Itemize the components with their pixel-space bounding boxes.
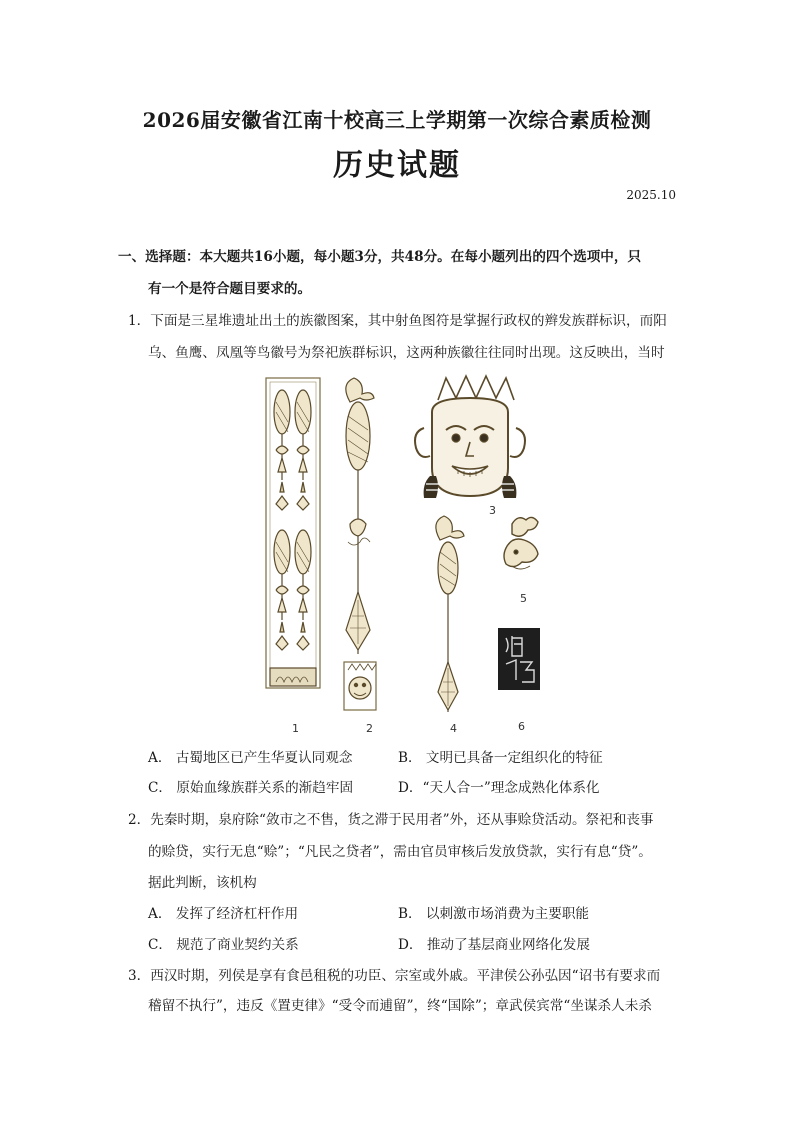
section-heading-line-2: 有一个是符合题目要求的。: [148, 281, 312, 297]
q1-option-d[interactable]: D．“天人合一”理念成熟化体系化: [398, 780, 600, 796]
exam-date: 2025.10: [626, 188, 676, 202]
q1-stem-line-1: 1．下面是三星堆遗址出土的族徽图案，其中射鱼图符是掌握行政权的辫发族群标识，而阳: [128, 313, 667, 329]
q1-option-b[interactable]: B． 文明已具备一定组织化的特征: [398, 750, 603, 766]
q3-stem-line-1: 3．西汉时期，列侯是享有食邑租税的功臣、宗室或外戚。平津侯公孙弘因“诏书有要求而: [128, 968, 661, 984]
section-heading-line-1: 一、选择题：本大题共16小题，每小题3分，共48分。在每小题列出的四个选项中，只: [118, 249, 642, 265]
q2-stem-line-1: 2．先秦时期，泉府除“敛市之不售，货之滞于民用者”外，还从事赊贷活动。祭祀和丧事: [128, 812, 654, 828]
emblem-1-column: [266, 378, 320, 688]
emblem-4-arrow: [436, 516, 464, 712]
figure-label-6: 6: [518, 720, 525, 733]
q2-option-b[interactable]: B． 以刺激市场消费为主要职能: [398, 906, 590, 922]
q2-option-c[interactable]: C． 规范了商业契约关系: [148, 937, 299, 953]
q2-stem-line-2: 的赊贷，实行无息“赊”；“凡民之贷者”，需由官员审核后发放贷款，实行有息“贷”。: [148, 844, 652, 860]
q1-option-c[interactable]: C． 原始血缘族群关系的渐趋牢固: [148, 780, 354, 796]
emblem-6-seal: [498, 628, 540, 690]
figure-label-4: 4: [450, 722, 457, 735]
figure-label-5: 5: [520, 592, 527, 605]
subject-title: 历史试题: [333, 148, 461, 183]
emblem-figure: [262, 372, 552, 738]
figure-label-1: 1: [292, 722, 299, 735]
q1-stem-line-2: 乌、鱼鹰、凤凰等鸟徽号为祭祀族群标识，这两种族徽往往同时出现。这反映出，当时: [148, 345, 665, 361]
q2-option-a[interactable]: A． 发挥了经济杠杆作用: [148, 906, 299, 922]
emblem-5-bird: [504, 517, 538, 569]
emblem-3-mask: [415, 376, 525, 498]
emblem-2-arrow: [344, 378, 376, 710]
figure-label-3: 3: [489, 504, 496, 517]
exam-title: 2026届安徽省江南十校高三上学期第一次综合素质检测: [142, 108, 652, 132]
q2-option-d[interactable]: D． 推动了基层商业网络化发展: [398, 937, 590, 953]
q1-option-a[interactable]: A． 古蜀地区已产生华夏认同观念: [148, 750, 353, 766]
q3-stem-line-2: 稽留不执行”，违反《置吏律》“受令而逋留”，终“国除”；章武侯宾常“坐谋杀人未杀: [148, 998, 652, 1014]
q2-stem-line-3: 据此判断，该机构: [148, 875, 257, 891]
figure-label-2: 2: [366, 722, 373, 735]
